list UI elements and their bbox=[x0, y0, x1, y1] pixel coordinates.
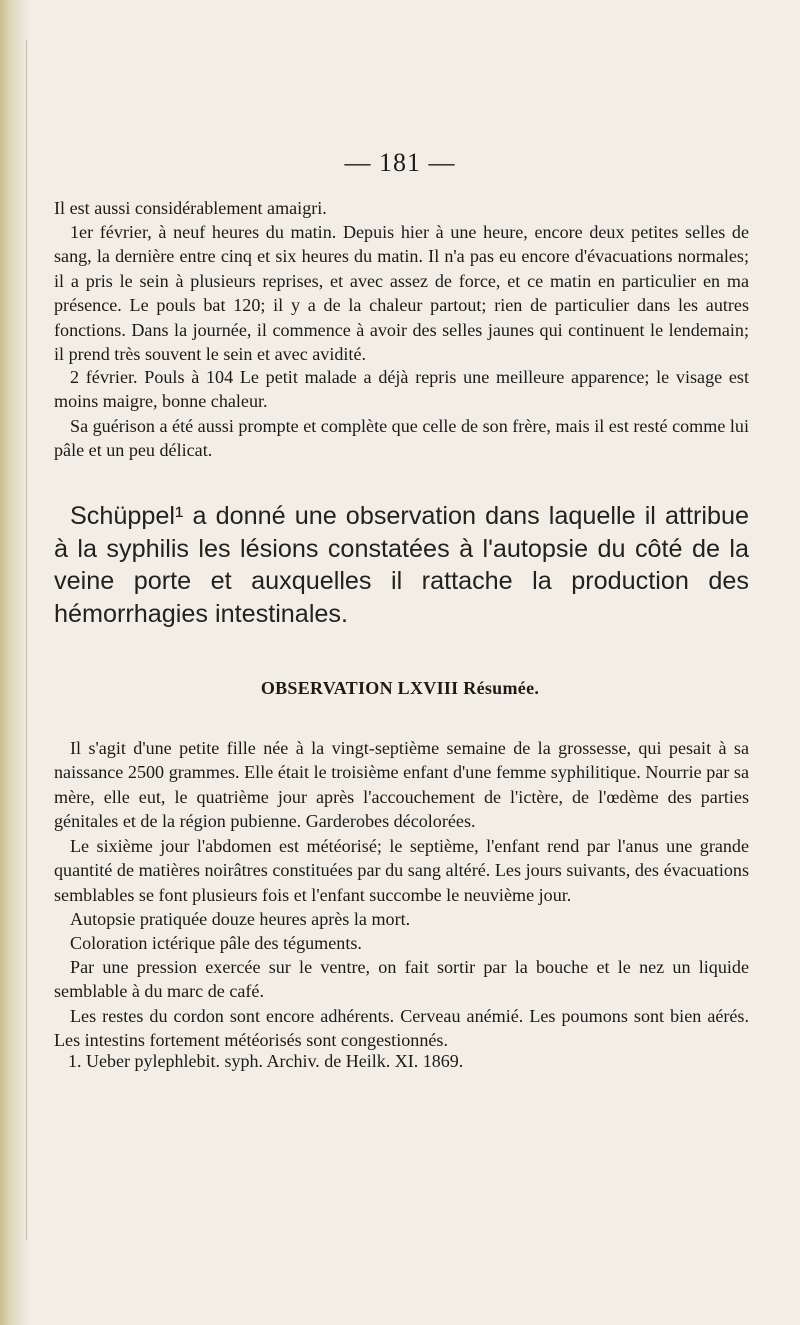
paragraph-guerison: Sa guérison a été aussi prompte et complète que celle de son frère, mais il est resté comme lui pâle et un peu délicat. bbox=[54, 416, 749, 461]
paragraph-amaigri: Il est aussi considérablement amaigri. bbox=[54, 198, 327, 218]
page-number: — 181 — bbox=[344, 148, 456, 177]
observation-paragraph-coloration: Coloration ictérique pâle des téguments. bbox=[70, 933, 362, 953]
paragraph-1er-fevrier: 1er février, à neuf heures du matin. Depuis hier à une heure, encore deux petites selles de sang, la dernière entre cinq et six heures du matin. Il n'a pas eu encore d'évacuations normales; il a pris le sein à plusieurs reprises, et avec assez de force, et ce matin en particulier en ma présence. Le pouls bat 120; il y a de la chaleur partout; rien de particulier dans les autres fonctions. Dans la journée, il commence à avoir des selles jaunes qui continuent le lendemain; il prend très souvent le sein et avec avidité. bbox=[54, 222, 749, 365]
observation-heading: OBSERVATION LXVIII Résumée. bbox=[260, 678, 540, 698]
observation-paragraph-pression: Par une pression exercée sur le ventre, on fait sortir par la bouche et le nez un liquide semblable à du marc de café. bbox=[54, 957, 749, 1002]
page-binding-edge bbox=[26, 40, 27, 1240]
observation-paragraph-1: Il s'agit d'une petite fille née à la vingt-septième semaine de la grossesse, qui pesait à sa naissance 2500 grammes. Elle était le troisième enfant d'une femme syphilitique. Nourrie par sa mère, elle eut, le quatrième jour après l'accouchement de l'ictère, de l'œdème des parties génitales et de la région pubienne. Garderobes décolorées. bbox=[54, 738, 749, 832]
paragraph-schuppel: Schüppel¹ a donné une observation dans laquelle il attribue à la syphilis les lésions constatées à l'autopsie du côté de la veine porte et auxquelles il rattache la production des hémorrhagies intestinales. bbox=[54, 502, 749, 628]
observation-paragraph-autopsie: Autopsie pratiquée douze heures après la mort. bbox=[70, 909, 411, 929]
observation-paragraph-2: Le sixième jour l'abdomen est météorisé; le septième, l'enfant rend par l'anus une grande quantité de matières noirâtres constituées par du sang altéré. Les jours suivants, des évacuations semblables se font plusieurs fois et l'enfant succombe le neuvième jour. bbox=[54, 836, 749, 905]
paragraph-2-fevrier: 2 février. Pouls à 104 Le petit malade a déjà repris une meilleure apparence; le visage est moins maigre, bonne chaleur. bbox=[54, 367, 749, 412]
footnote: 1. Ueber pylephlebit. syph. Archiv. de Heilk. XI. 1869. bbox=[68, 1051, 464, 1071]
observation-paragraph-restes: Les restes du cordon sont encore adhérents. Cerveau anémié. Les poumons sont bien aérés. Les intestins fortement météorisés sont congestionnés. bbox=[54, 1006, 749, 1051]
